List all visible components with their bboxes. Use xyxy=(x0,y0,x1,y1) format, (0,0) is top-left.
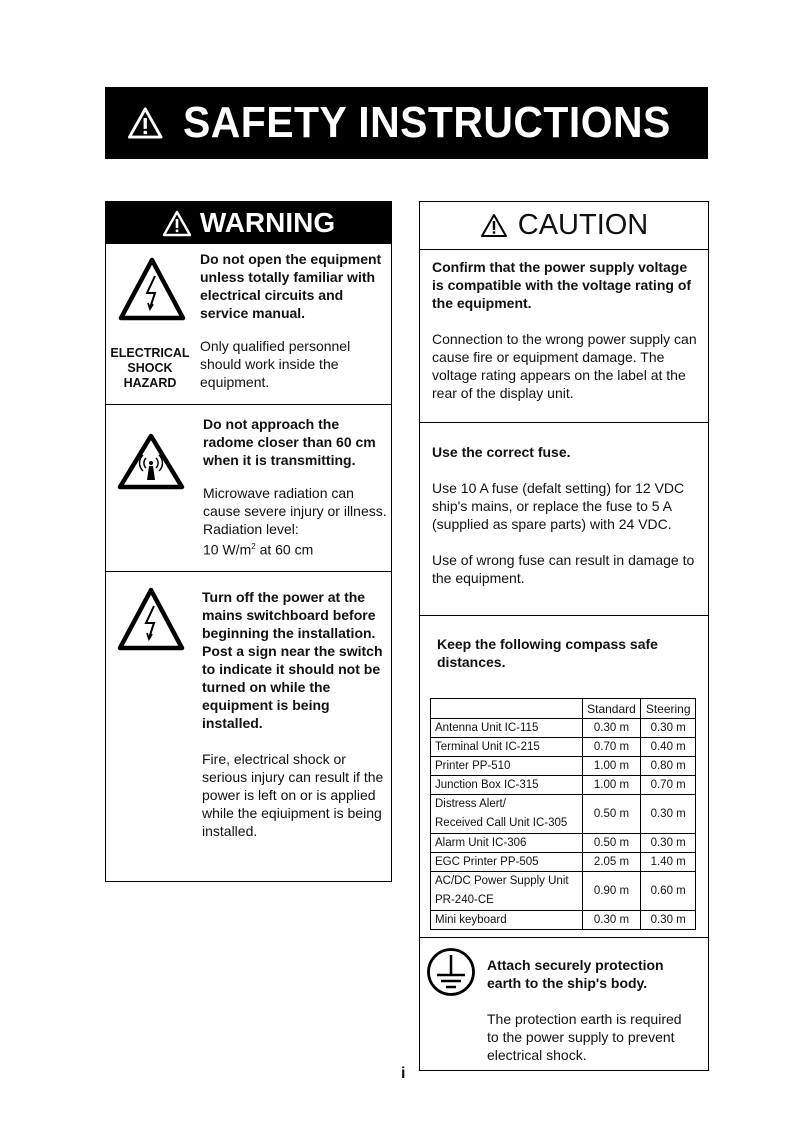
caution-text: Confirm that the power supply voltage is compatible with the voltage rating of the equipment. Connection to the wrong power supply can cause fire or equipment damage. The voltage rating appears on the label at the rear of the display unit. xyxy=(432,259,697,401)
page-number: i xyxy=(401,1065,406,1082)
warning-triangle-icon xyxy=(127,103,163,143)
table-row: Distress Alert/ Received Call Unit IC-305 0.50 m 0.30 m xyxy=(431,795,696,834)
caution-heading: CAUTION xyxy=(517,209,649,241)
caution-section-fuse xyxy=(420,422,708,616)
warning-text: Do not approach the radome closer than 60 cm when it is transmitting. Microwave radiation can cause severe injury or illness. Radiation level: 10 $W/m^2$ at 60 cm xyxy=(203,415,390,559)
electric-shock-icon xyxy=(117,256,187,322)
caution-text: Use the correct fuse. Use 10 A fuse (defalt setting) for 12 VDC ship's mains, or replace the fuse to 5 A (supplied as spare parts) with 24 VDC. Use of wrong fuse can result in damage to the equipment. xyxy=(432,444,695,586)
caution-section-voltage xyxy=(420,250,708,422)
table-row: Antenna Unit IC-115 0.30 m 0.30 m xyxy=(431,719,696,738)
table-row: Junction Box IC-315 1.00 m 0.70 m xyxy=(431,776,696,795)
table-row: EGC Printer PP-505 2.05 m 1.40 m xyxy=(431,853,696,872)
page-title: SAFETY INSTRUCTIONS xyxy=(183,98,672,147)
caution-header xyxy=(420,202,708,250)
table-row: Printer PP-510 1.00 m 0.80 m xyxy=(431,757,696,776)
warning-section-radiation xyxy=(106,404,391,572)
column-steering: Steering xyxy=(641,699,696,719)
caution-section-earth xyxy=(420,937,708,1070)
table-row: Terminal Unit IC-215 0.70 m 0.40 m xyxy=(431,738,696,757)
warning-text: Turn off the power at the mains switchboard before beginning the installation. Post a sign near the switch to indicate it should not be turned on while the equipment is being installed. Fire, electrical shock or serious injury can result if the power is left on or is applied while the eqiuipment is being installed. xyxy=(202,589,384,839)
hazard-label: ELECTRICAL SHOCK HAZARD xyxy=(110,346,190,390)
warning-section-power xyxy=(106,571,391,881)
safety-instructions-banner xyxy=(105,87,708,159)
warning-triangle-icon xyxy=(162,210,192,237)
protective-earth-icon xyxy=(426,947,476,997)
compass-safe-distance-table xyxy=(430,698,696,930)
electric-shock-icon xyxy=(116,586,186,652)
caution-text: Attach securely protection earth to the ship's body. The protection earth is required to the power supply to prevent electrical shock. xyxy=(487,957,682,1063)
warning-text: Do not open the equipment unless totally familiar with electrical circuits and service manual. Only qualified personnel should work inside the equipment. xyxy=(200,251,382,390)
table-row: Mini keyboard 0.30 m 0.30 m xyxy=(431,911,696,930)
table-header-row xyxy=(431,699,696,719)
column-standard: Standard xyxy=(582,699,641,719)
caution-text: Keep the following compass safe distances. xyxy=(437,636,658,670)
warning-panel xyxy=(105,201,392,882)
caution-panel xyxy=(419,201,709,1071)
table-row: AC/DC Power Supply Unit PR-240-CE 0.90 m 0.60 m xyxy=(431,872,696,911)
radiation-icon xyxy=(116,433,186,491)
table-row: Alarm Unit IC-306 0.50 m 0.30 m xyxy=(431,834,696,853)
warning-heading: WARNING xyxy=(199,207,336,238)
warning-header xyxy=(106,202,391,244)
caution-triangle-icon xyxy=(480,213,508,238)
warning-section-electrical xyxy=(106,244,391,404)
radiation-level: 10 $W/m^2$ at 60 cm xyxy=(203,541,314,558)
